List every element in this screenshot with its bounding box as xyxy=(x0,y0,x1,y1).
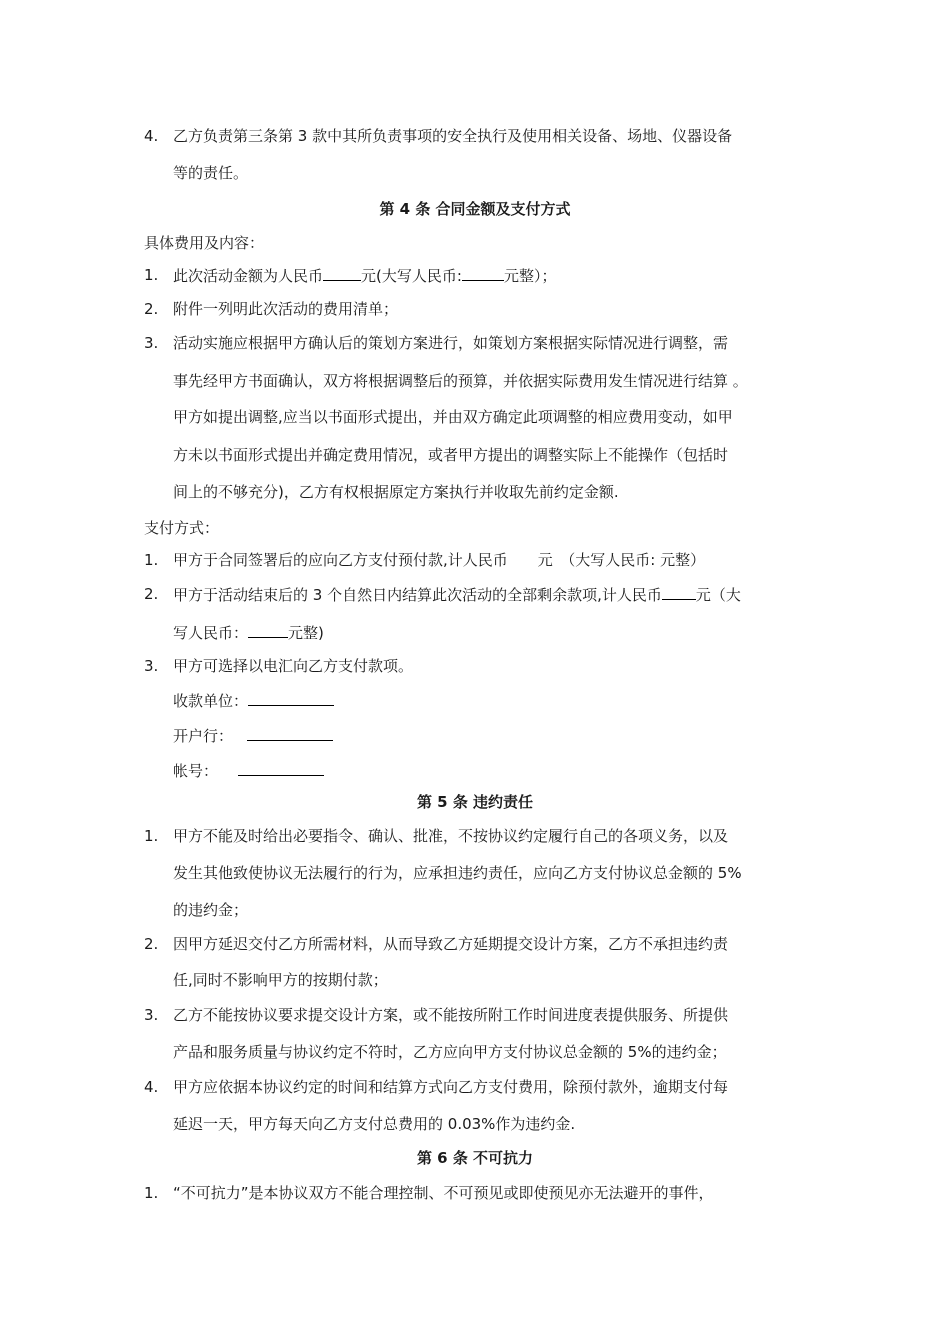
blank-field xyxy=(248,622,288,638)
section-title: 第 6 条 不可抗力 xyxy=(416,1149,534,1167)
blank-field xyxy=(238,760,324,776)
blank-field xyxy=(247,725,333,741)
item-text: 乙方负责第三条第 3 款中其所负责事项的安全执行及使用相关设备、场地、仪器设备 xyxy=(173,127,733,145)
contract-page: 4. 乙方负责第三条第 3 款中其所负责事项的安全执行及使用相关设备、场地、仪器设备 等的责任。 第 4 条 合同金额及支付方式 具体费用及内容： 1. 此次活动金额为人民币 元(大写人民币: 元整）； 2. 附件一列明此次活动的费用清单； 3. 活动实施应根据甲方确认后的策划方案进行，如策划方案根据实际情况进行调整，需 事先经甲方书面确认，双方将根据调整后的预算，并依据实际费用发生情况进行结算 。 甲方如提出调整,应当以书面形式提出，并由双方确定此项调整的相应费用变动，如甲 方未以书面形式提出并确定费用情况，或者甲方提出的调整实际上不能操作（包括时 间上的不够充分)，乙方有权根据原定方案执行并收取先前约定金额. 支付方式： 1. 甲方于合同签署后的应向乙方支付预付款,计人民币 元 （大写人民币: 元整） 2. 甲方于活动结束后的 3 个自然日内结算此次活动的全部剩余款项,计人民币 元（大 写人民币： 元整) 3. 甲方可选择以电汇向乙方支付款项。 收款单位： 开户行： 帐号： 第 5 条 违约责任 1. 甲方不能及时给出必要指令、确认、批准，不按协议约定履行自己的各项义务，以及 发生其他致使协议无法履行的行为，应承担违约责任，应向乙方支付协议总金额的 5% 的违约金； 2. 因甲方延迟交付乙方所需材料，从而导致乙方延期提交设计方案，乙方不承担违约责 任,同时不影响甲方的按期付款； 3. 乙方不能按协议要求提交设计方案，或不能按所附工作时间进度表提供服务、所提供 产品和服务质量与协议约定不符时，乙方应向甲方支付协议总金额的 5%的违约金； 4. 甲方应依据本协议约定的时间和结算方式向乙方支付费用，除预付款外，逾期支付每 延迟一天，甲方每天向乙方支付总费用的 0.03%作为违约金. 第 6 条 不可抗力 1. “不可抗力”是本协议双方不能合理控制、不可预见或即使预见亦无法避开的事件， xyxy=(0,0,950,1344)
section-title: 第 5 条 违约责任 xyxy=(416,793,534,811)
item-number: 4. xyxy=(144,127,159,145)
blank-field xyxy=(323,265,361,281)
blank-field xyxy=(462,265,504,281)
section-title: 第 4 条 合同金额及支付方式 xyxy=(379,200,571,218)
blank-field xyxy=(248,690,334,706)
blank-field xyxy=(662,584,696,600)
